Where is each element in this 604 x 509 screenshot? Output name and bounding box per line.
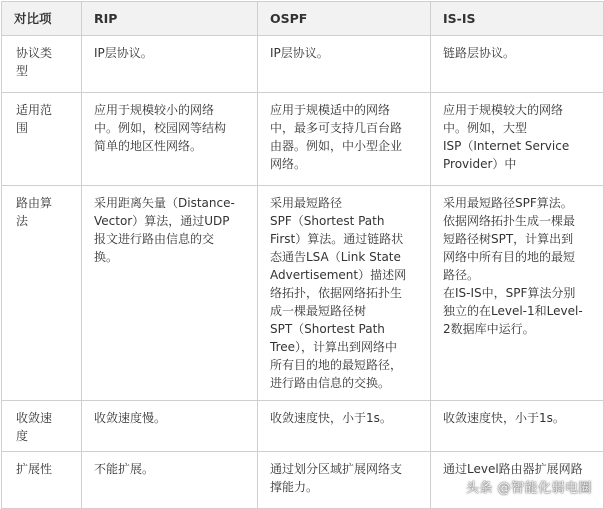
- cell-ospf: 收敛速度快，小于1s。: [258, 401, 431, 452]
- table-row-scope: [2, 93, 604, 186]
- header-compare-item: 对比项: [2, 2, 82, 36]
- table-row-algorithm: [2, 186, 604, 401]
- table-row-protocol-type: [2, 36, 604, 93]
- header-ospf: OSPF: [258, 2, 431, 36]
- cell-ospf: 应用于规模适中的网络 中，最多可支持几百台路 由器。例如，中小型企业 网络。: [258, 93, 431, 186]
- table-row-convergence: [2, 401, 604, 452]
- cell-rip: IP层协议。: [82, 36, 258, 93]
- row-label: 路由算 法: [2, 186, 82, 401]
- cell-isis: 收敛速度快，小于1s。: [431, 401, 604, 452]
- row-label: 收敛速 度: [2, 401, 82, 452]
- row-label: 适用范 围: [2, 93, 82, 186]
- cell-ospf: 通过划分区域扩展网络支 撑能力。: [258, 452, 431, 509]
- cell-rip: 收敛速度慢。: [82, 401, 258, 452]
- cell-isis: 应用于规模较大的网络 中。例如，大型 ISP（Internet Service Provider）中: [431, 93, 604, 186]
- cell-rip: 应用于规模较小的网络 中。例如，校园网等结构 简单的地区性网络。: [82, 93, 258, 186]
- header-rip: RIP: [82, 2, 258, 36]
- row-label: 扩展性: [2, 452, 82, 509]
- header-isis: IS-IS: [431, 2, 604, 36]
- cell-isis: 采用最短路径SPF算法。 依据网络拓扑生成一棵最 短路径树SPT，计算出到 网络中所有目的地的最短 路径。 在IS-IS中，SPF算法分别 独立的在Level-1和Level- 2数据库中运行。: [431, 186, 604, 401]
- cell-ospf: IP层协议。: [258, 36, 431, 93]
- cell-ospf: 采用最短路径 SPF（Shortest Path First）算法。通过链路状 态通告LSA（Link State Advertisement）描述网 络拓扑，依据网络拓扑生 成一棵最短路径树 SPT（Shortest Path Tree），计算出到网络中 所有目的地的最短路径， 进行路由信息的交换。: [258, 186, 431, 401]
- table-header-row: [2, 2, 604, 36]
- cell-isis: 链路层协议。: [431, 36, 604, 93]
- cell-rip: 采用距离矢量（Distance- Vector）算法，通过UDP 报文进行路由信息的交 换。: [82, 186, 258, 401]
- row-label: 协议类 型: [2, 36, 82, 93]
- cell-isis: 通过Level路由器扩展网路: [431, 452, 604, 509]
- cell-rip: 不能扩展。: [82, 452, 258, 509]
- watermark-text: 头条 @智能化弱电圈: [465, 481, 592, 496]
- comparison-table: [1, 1, 604, 509]
